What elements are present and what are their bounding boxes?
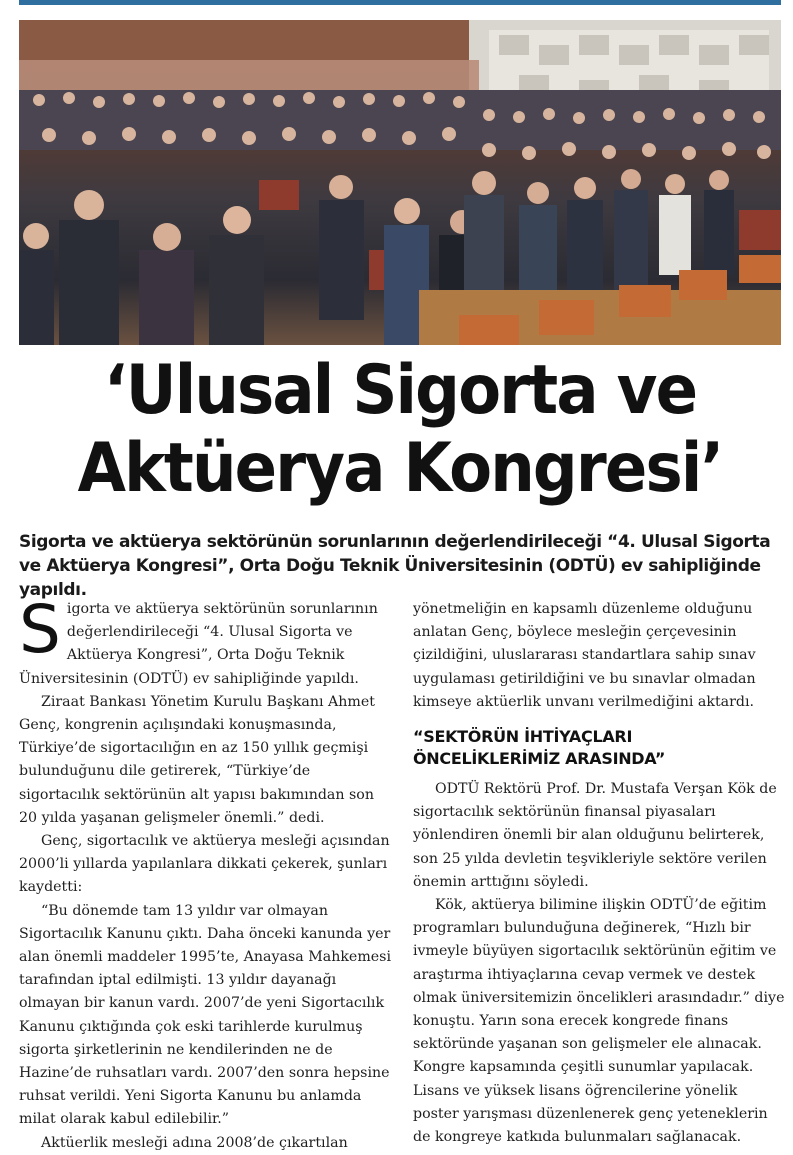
article-paragraph-continued: yönetmeliğin en kapsamlı düzenleme olduğunu anlatan Genç, böylece mesleğin çerçevesinin çizildiğini, uluslararası standartlara sahip sınav uygulaması getirildiğini ve bu sınavlar olmadan kimseye aktüerlik unvanı verilmediğini aktardı. [413,601,756,710]
article-paragraph-lead: Sigorta ve aktüerya sektörünün sorunlarının değerlendirileceği “4. Ulusal Sigorta ve Aktüerya Kongresi”, Orta Doğu Teknik Üniversitesinin (ODTÜ) ev sahipliğinde yapıldı. [19,591,378,687]
drop-cap: S [19,591,61,668]
article-paragraph: Aktüerlik mesleği adına 2008’de çıkartılan [41,1134,348,1151]
article-right-column [413,598,785,1149]
article-paragraph: Kök, aktüerya bilimine ilişkin ODTÜ’de eğitim programları bulunduğuna değinerek, “Hızlı bir ivmeyle büyüyen sigortacılık sektörünün eğitim ve araştırma ihtiyaçlarına cevap vermek ve destek olmak üniversitemizin öncelikleri arasındadır.” diye konuştu. Yarın sona erecek kongrede finans sektöründe yaşanan son gelişmeler ele alınacak. Kongre kapsamında çeşitli sunumlar yapılacak. Lisans ve yüksek lisans öğrencilerine yönelik poster yarışması düzenlenerek genç yeteneklerin de kongreye katkıda bulunmaları sağlanacak. [413,897,785,1146]
article-paragraph: Genç, sigortacılık ve aktüerya mesleği açısından 2000’li yıllarda yapılanlara dikkati çekerek, şunları kaydetti: [19,833,390,896]
article-left-column [19,591,391,1155]
headline-line-2: Aktüerya Kongresi’ [77,429,723,508]
article-subhead [413,726,785,770]
congress-audience-photo [19,20,781,345]
subhead-line-2: ÖNCELİKLERİMİZ ARASINDA” [413,749,666,769]
top-color-rule [19,0,781,5]
article-paragraph: “Bu dönemde tam 13 yıldır var olmayan Sigortacılık Kanunu çıktı. Daha önceki kanunda yer alan önemli maddeler 1995’te, Anayasa Mahkemesi tarafından iptal edilmişti. 13 yıldır dayanağı olmayan bir kanun vardı. 2007’de yeni Sigortacılık Kanunu çıktığında çok eski tarihlerde kurulmuş sigorta şirketlerinin ne kendilerinden ne de Hazine’de ruhsatları vardı. 2007’den sonra hepsine ruhsat verildi. Yeni Sigorta Kanunu bu anlamda milat olarak kabul edilebilir.” [19,902,391,1128]
headline-line-1: ‘Ulusal Sigorta ve [103,351,697,430]
article-paragraph: ODTÜ Rektörü Prof. Dr. Mustafa Verşan Kök de sigortacılık sektörünün finansal piyasaları yönlendiren önemli bir alan olduğunu belirterek, son 25 yılda devletin teşvikleriyle sektöre verilen önemin arttığını söyledi. [413,781,777,890]
article-deck: Sigorta ve aktüerya sektörünün sorunlarının değerlendirileceği “4. Ulusal Sigorta ve Aktüerya Kongresi”, Orta Doğu Teknik Üniversitesinin (ODTÜ) ev sahipliğinde yapıldı. [19,532,771,600]
subhead-line-1: “SEKTÖRÜN İHTİYAÇLARI [413,727,633,747]
article-headline [49,352,750,508]
article-paragraph: Ziraat Bankası Yönetim Kurulu Başkanı Ahmet Genç, kongrenin açılışındaki konuşmasında, Türkiye’de sigortacılığın en az 150 yıllık geçmişi bulunduğunu dile getirerek, “Türkiye’de sigortacılık sektörünün alt yapısı bakımından son 20 yılda yaşanan gelişmeler önemli.” dedi. [19,693,375,826]
